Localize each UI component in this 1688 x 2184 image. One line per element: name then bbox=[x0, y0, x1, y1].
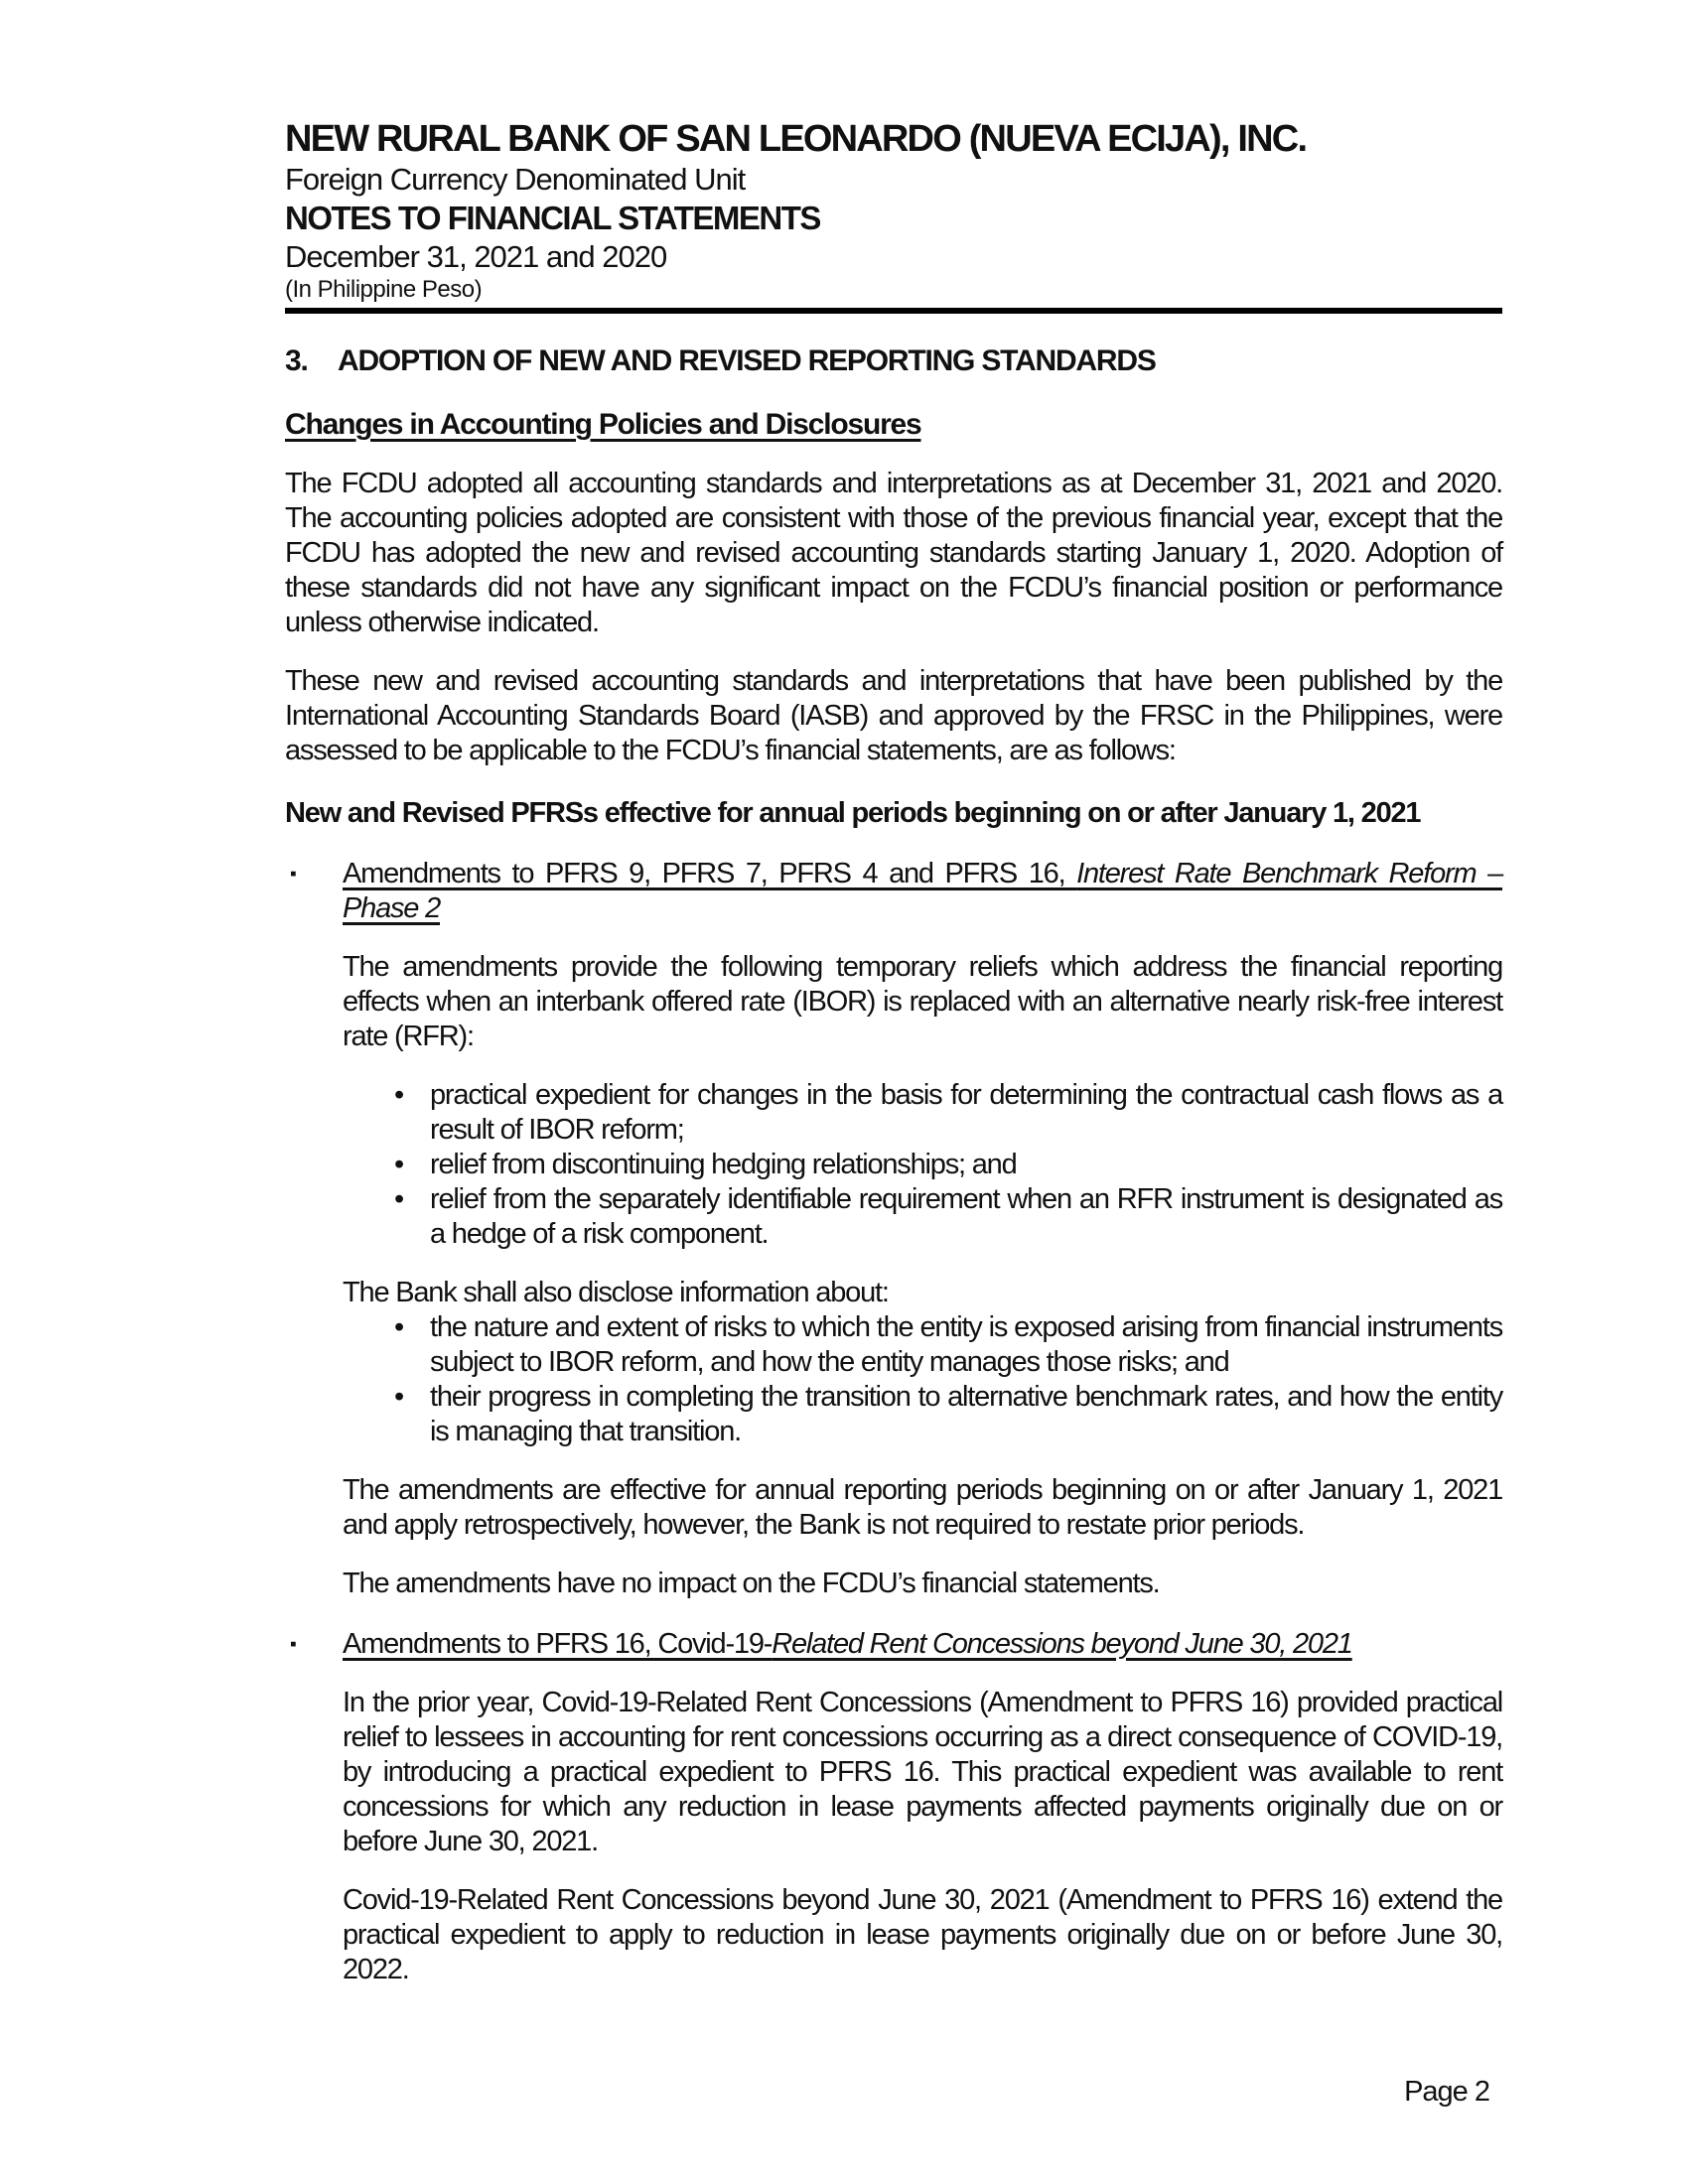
disclosure-item-2: their progress in completing the transition to alternative benchmark rates, and how the entity is managing that transition. bbox=[430, 1381, 1502, 1447]
amendment-2-paragraph-2: Covid-19-Related Rent Concessions beyond June 30, 2021 (Amendment to PFRS 16) extend the practical expedient to apply to reduction in lease payments originally due on or before June 30, 2022. bbox=[343, 1884, 1502, 1985]
bank-name: NEW RURAL BANK OF SAN LEONARDO (NUEVA ECIJA), INC. bbox=[285, 118, 1307, 160]
amendment-item-1 bbox=[285, 857, 1502, 1601]
list-item bbox=[343, 1182, 1502, 1252]
list-item bbox=[343, 1380, 1502, 1449]
relief-item-3: relief from the separately identifiable requirement when an RFR instrument is designated as a hedge of a risk component. bbox=[430, 1183, 1502, 1250]
disclosure-intro: The Bank shall also disclose information about: bbox=[343, 1277, 889, 1308]
section-number: 3. bbox=[285, 344, 308, 377]
intro-paragraph-2: These new and revised accounting standards and interpretations that have been published by the International Accounting Standards Board (IASB) and approved by the FRSC in the Philippines, were assessed to be applicable to the FCDU’s financial statements, are as follows: bbox=[285, 665, 1502, 766]
amendment-1-title bbox=[343, 857, 1502, 926]
amendment-1-effectivity: The amendments are effective for annual reporting periods beginning on or after January 1, 2021 and apply retrospectively, however, the Bank is not required to restate prior periods. bbox=[343, 1474, 1502, 1541]
effective-standards-heading: New and Revised PFRSs effective for annual periods beginning on or after January 1, 2021 bbox=[285, 797, 1421, 829]
disclosures-list bbox=[343, 1310, 1502, 1449]
reliefs-list bbox=[343, 1078, 1502, 1252]
subsection-heading: Changes in Accounting Policies and Disclosures bbox=[285, 408, 921, 441]
amendment-1-body bbox=[343, 857, 1502, 1601]
round-bullet-icon: • bbox=[394, 1311, 405, 1343]
unit-line: Foreign Currency Denominated Unit bbox=[285, 162, 746, 197]
amendment-2-paragraph-1: In the prior year, Covid-19-Related Rent Concessions (Amendment to PFRS 16) provided practical relief to lessees in accounting for rent concessions occurring as a direct consequence of COVID-19, by introducing a practical expedient to PFRS 16. This practical expedient was available to rent concessions for which any reduction in lease payments affected payments originally due on or before June 30, 2021. bbox=[343, 1687, 1502, 1857]
section-title: ADOPTION OF NEW AND REVISED REPORTING STANDARDS bbox=[338, 344, 1156, 377]
square-bullet-icon: ▪ bbox=[290, 864, 297, 885]
intro-paragraph-1: The FCDU adopted all accounting standards and interpretations as at December 31, 2021 and 2020. The accounting policies adopted are consistent with those of the previous financial year, except that the FCDU has adopted the new and revised accounting standards starting January 1, 2020. Adoption of these standards did not have any significant impact on the FCDU’s financial position or performance unless otherwise indicated. bbox=[285, 468, 1502, 638]
round-bullet-icon: • bbox=[394, 1149, 405, 1180]
amendment-1-impact: The amendments have no impact on the FCDU’s financial statements. bbox=[343, 1568, 1160, 1599]
amendment-2-title-italic: Related Rent Concessions beyond June 30, 2021 bbox=[772, 1628, 1352, 1660]
relief-item-2: relief from discontinuing hedging relationships; and bbox=[430, 1149, 1017, 1180]
amendment-2-body bbox=[343, 1627, 1502, 1987]
currency-note: (In Philippine Peso) bbox=[285, 276, 483, 303]
document-title: NOTES TO FINANCIAL STATEMENTS bbox=[285, 200, 820, 236]
amendment-1-title-text: Amendments to PFRS 9, PFRS 7, PFRS 4 and PFRS 16, bbox=[343, 858, 1077, 889]
amendment-2-title bbox=[343, 1627, 1502, 1662]
round-bullet-icon: • bbox=[394, 1079, 405, 1111]
round-bullet-icon: • bbox=[394, 1183, 405, 1215]
header-divider bbox=[285, 308, 1502, 314]
disclosure-item-1: the nature and extent of risks to which the entity is exposed arising from financial instruments subject to IBOR reform, and how the entity manages those risks; and bbox=[430, 1311, 1502, 1378]
date-line: December 31, 2021 and 2020 bbox=[285, 239, 667, 274]
list-item bbox=[343, 1078, 1502, 1148]
list-item bbox=[343, 1148, 1502, 1182]
page-number: Page 2 bbox=[1404, 2076, 1489, 2108]
amendment-1-title-italic: Interest Rate Benchmark Reform – Phase 2 bbox=[343, 858, 1503, 924]
square-bullet-icon: ▪ bbox=[290, 1634, 297, 1655]
list-item bbox=[343, 1310, 1502, 1380]
section-heading bbox=[285, 343, 1502, 379]
relief-item-1: practical expedient for changes in the basis for determining the contractual cash flows as a result of IBOR reform; bbox=[430, 1079, 1502, 1146]
amendment-item-2 bbox=[285, 1627, 1502, 1987]
round-bullet-icon: • bbox=[394, 1381, 405, 1413]
amendment-2-title-text: Amendments to PFRS 16, Covid-19- bbox=[343, 1628, 773, 1660]
document-header bbox=[285, 117, 1502, 314]
amendment-1-intro: The amendments provide the following temporary reliefs which address the financial reporting effects when an interbank offered rate (IBOR) is replaced with an alternative nearly risk-free interest rate (RFR): bbox=[343, 951, 1502, 1052]
